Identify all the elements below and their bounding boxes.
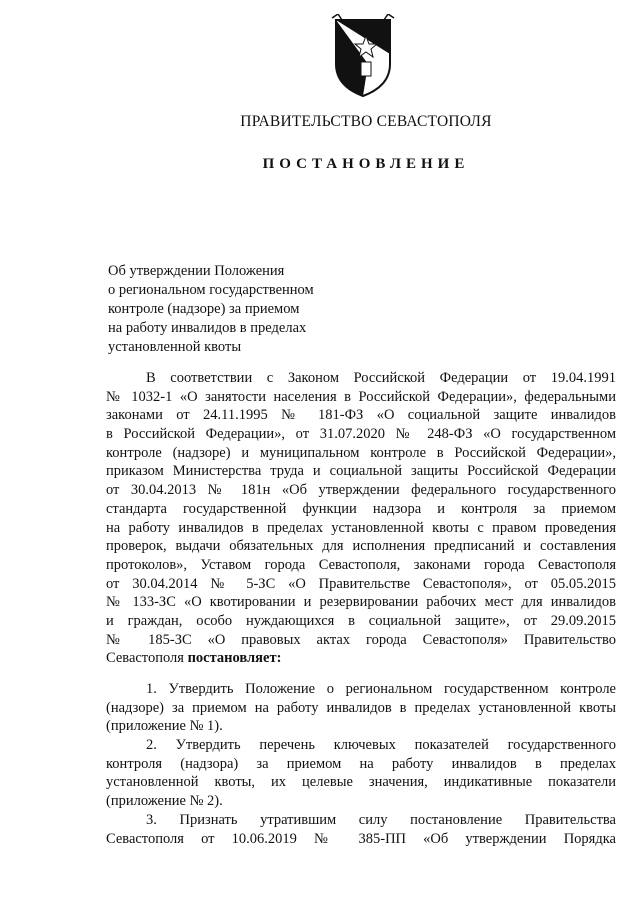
document-subject: [108, 262, 368, 357]
decree-items: [106, 680, 616, 848]
text-line: от 30.04.2014 № 5-ЗС «О Правительстве Севастополя», от 05.05.2015: [106, 575, 616, 592]
text-line: (надзоре) за приемом на работу инвалидов в пределах установленной квоты: [106, 699, 616, 716]
text-line: стандарта государственной функции надзора и контроля за приемом: [106, 500, 616, 517]
text-fragment: Севастополя: [106, 650, 188, 667]
text-line: и граждан, особо нуждающихся в социальной защите», от 29.09.2015: [106, 612, 616, 629]
text-line: контроле (надзоре) и муниципальном контроле в Российской Федерации»,: [106, 444, 616, 461]
text-line: [106, 649, 616, 668]
text-line: законами от 24.11.1995 № 181-ФЗ «О социальной защите инвалидов: [106, 407, 616, 424]
text-line: Севастополя от 10.06.2019 № 385-ПП «Об утверждении Порядка: [106, 830, 616, 847]
text-line: от 30.04.2013 № 181н «Об утверждении федерального государственного: [106, 482, 616, 499]
text-line: (приложение № 1).: [106, 718, 223, 735]
decree-word: постановляет:: [187, 650, 282, 667]
text-line: (приложение № 2).: [106, 793, 223, 810]
subject-line: на работу инвалидов в пределах: [108, 320, 307, 336]
text-line: 1. Утвердить Положение о региональном государственном контроле: [146, 681, 616, 697]
text-line: № 1032-1 «О занятости населения в Российской Федерации», федеральными: [106, 388, 616, 405]
text-line: в Российской Федерации», от 31.07.2020 № 248-ФЗ «О государственном: [106, 426, 616, 443]
subject-line: установленной квоты: [108, 339, 242, 355]
document-type-title: ПОСТАНОВЛЕНИЕ: [262, 156, 470, 172]
text-line: протоколов», Уставом города Севастополя, законами города Севастополя: [106, 556, 616, 573]
text-line: контроля (надзора) за приемом на работу инвалидов в пределах: [106, 755, 616, 772]
text-line: В соответствии с Законом Российской Федерации от 19.04.1991: [146, 370, 616, 386]
text-line: приказом Министерства труда и социальной защиты Российской Федерации: [106, 463, 616, 480]
text-line: 3. Признать утратившим силу постановление Правительства: [146, 811, 616, 828]
coat-of-arms-emblem: [328, 14, 398, 100]
text-line: на работу инвалидов в пределах установленной квоты с правом проведения: [106, 519, 616, 536]
subject-line: контроле (надзоре) за приемом: [108, 301, 300, 317]
subject-line: Об утверждении Положения: [108, 263, 285, 279]
text-line: 2. Утвердить перечень ключевых показателей государственного: [146, 737, 616, 754]
text-line: проверок, выдачи обязательных для исполнения предписаний и составления: [106, 538, 616, 555]
text-line: № 185-ЗС «О правовых актах города Севастополя» Правительство: [106, 631, 616, 648]
subject-line: о региональном государственном: [108, 282, 314, 298]
organization-title: ПРАВИТЕЛЬСТВО СЕВАСТОПОЛЯ: [240, 113, 492, 130]
text-line: установленной квоты, их целевые значения, индикативные показатели: [106, 774, 616, 791]
preamble-paragraph: [106, 369, 616, 668]
text-line: № 133-ЗС «О квотировании и резервировании рабочих мест для инвалидов: [106, 594, 616, 611]
